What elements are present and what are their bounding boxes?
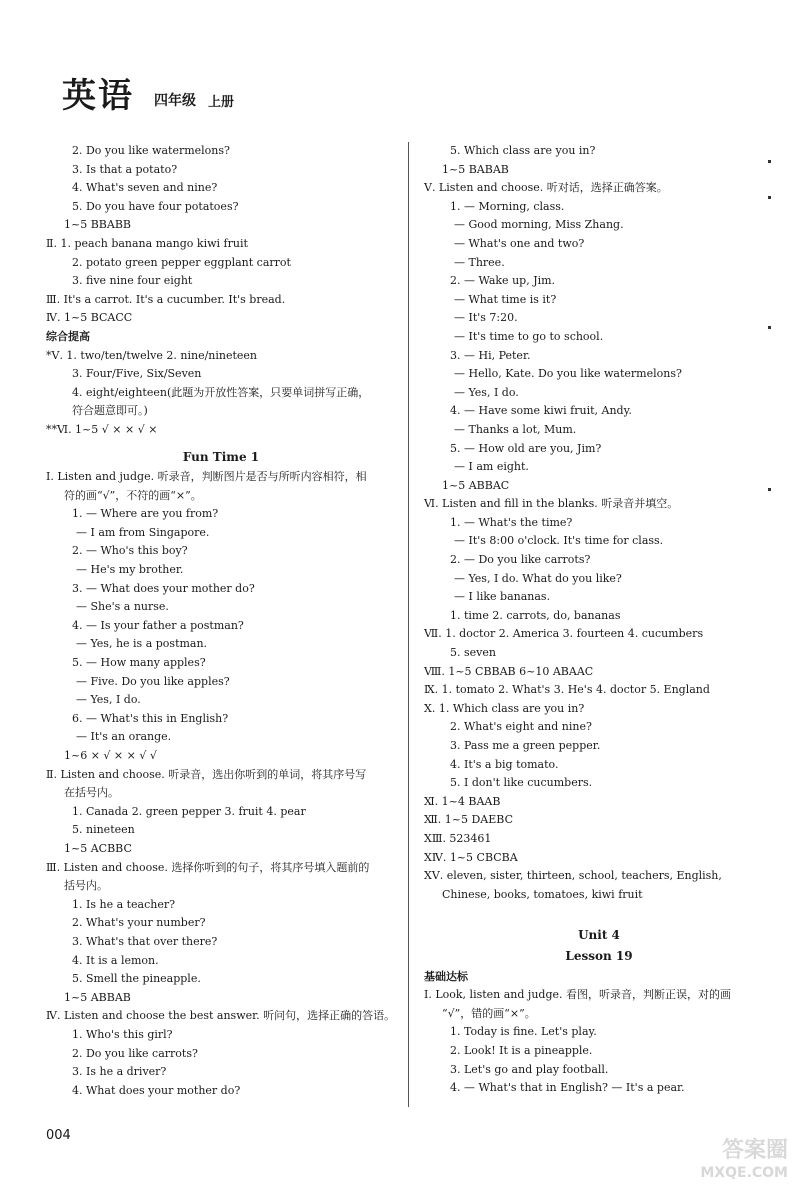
text-line: 4. — What's that in English? — It's a pear. bbox=[450, 1081, 685, 1095]
text-line: Ⅰ. Listen and judge. 听录音，判断图片是否与所听内容相符，相 bbox=[46, 470, 367, 484]
text-line: 1. — Morning, class. bbox=[450, 199, 565, 213]
volume-label: 上册 bbox=[208, 95, 235, 110]
text-line: 5. seven bbox=[450, 646, 496, 660]
text-line: 4. It's a big tomato. bbox=[450, 757, 559, 771]
text-line: 3. Let's go and play football. bbox=[450, 1062, 609, 1076]
text-line: 2. Do you like watermelons? bbox=[72, 144, 230, 157]
text-line: 2. What's your number? bbox=[72, 916, 206, 930]
text-line: 3. Pass me a green pepper. bbox=[450, 739, 601, 752]
text-line: — It's an orange. bbox=[76, 730, 172, 744]
text-line: ⅩⅢ. 523461 bbox=[424, 831, 492, 845]
text-line: — What time is it? bbox=[454, 292, 557, 306]
text-line: — Thanks a lot, Mum. bbox=[454, 422, 577, 436]
text-line: 符合题意即可。) bbox=[72, 404, 148, 418]
page-number: 004 bbox=[46, 1128, 71, 1143]
lesson-title: Lesson 19 bbox=[565, 948, 633, 963]
watermark-url: MXQE.COM bbox=[700, 1165, 788, 1181]
text-line: ⅩⅤ. eleven, sister, thirteen, school, teachers, English, bbox=[424, 869, 722, 883]
text-line: 5. — How many apples? bbox=[72, 656, 206, 670]
text-line: 4. What's seven and nine? bbox=[72, 181, 218, 195]
text-line: 2. potato green pepper eggplant carrot bbox=[72, 255, 291, 269]
text-line: “√”，错的画“×”。 bbox=[442, 1006, 536, 1020]
text-line: — He's my brother. bbox=[76, 563, 184, 577]
text-line: — It's 8:00 o'clock. It's time for class. bbox=[454, 534, 664, 548]
text-line: — I like bananas. bbox=[454, 590, 551, 604]
text-line: — Five. Do you like apples? bbox=[76, 674, 230, 688]
text-line: 2. — Who's this boy? bbox=[72, 544, 188, 558]
text-line: — What's one and two? bbox=[454, 236, 585, 250]
text-line: 2. Look! It is a pineapple. bbox=[450, 1043, 593, 1057]
text-line: 在括号内。 bbox=[64, 786, 119, 800]
text-line: **Ⅵ. 1~5 √ × × √ × bbox=[46, 422, 158, 436]
text-line: Ⅷ. 1~5 CBBAB 6~10 ABAAC bbox=[424, 664, 594, 678]
text-line: 5. nineteen bbox=[72, 823, 135, 837]
subsection-heading: 基础达标 bbox=[424, 969, 468, 983]
text-line: — Yes, I do. bbox=[454, 385, 519, 399]
text-line: Ⅱ. Listen and choose. 听录音，选出你听到的单词，将其序号写 bbox=[46, 767, 367, 781]
text-line: 1. — Where are you from? bbox=[72, 507, 219, 521]
text-line: 符的画“√”，不符的画“×”。 bbox=[64, 488, 202, 502]
watermark bbox=[700, 1140, 788, 1184]
text-line: 5. Smell the pineapple. bbox=[72, 972, 201, 986]
text-line: 1. Canada 2. green pepper 3. fruit 4. pear bbox=[72, 804, 306, 818]
text-line: Ⅲ. Listen and choose. 选择你听到的句子，将其序号填入题前的 bbox=[46, 860, 370, 874]
text-line: 1~5 BABAB bbox=[442, 162, 509, 176]
text-line: Ⅴ. Listen and choose. 听对话，选择正确答案。 bbox=[424, 181, 668, 195]
text-line: Ⅹ. 1. Which class are you in? bbox=[424, 701, 585, 715]
text-line: — She's a nurse. bbox=[76, 600, 169, 614]
text-line: 2. — Wake up, Jim. bbox=[450, 274, 556, 288]
text-line: 3. five nine four eight bbox=[72, 274, 193, 288]
text-line: Ⅰ. Look, listen and judge. 看图，听录音，判断正误，对的画 bbox=[424, 988, 731, 1002]
watermark-text: 答案圈 bbox=[721, 1138, 788, 1163]
text-line: — Yes, I do. bbox=[76, 693, 141, 707]
column-divider bbox=[408, 142, 409, 1107]
text-line: ⅩⅣ. 1~5 CBCBA bbox=[424, 850, 518, 864]
text-line: 1. Today is fine. Let's play. bbox=[450, 1025, 597, 1039]
text-line: — Yes, I do. What do you like? bbox=[454, 571, 622, 585]
text-line: 1~5 ACBBC bbox=[64, 841, 132, 855]
spacer bbox=[424, 904, 774, 918]
text-line: 括号内。 bbox=[64, 879, 108, 893]
text-line: Ⅺ. 1~4 BAAB bbox=[424, 794, 501, 808]
text-line: 1~5 ABBAC bbox=[442, 478, 510, 492]
text-line: 5. I don't like cucumbers. bbox=[450, 776, 593, 790]
right-column bbox=[424, 142, 774, 1098]
text-line: 4. It is a lemon. bbox=[72, 953, 159, 967]
text-line: 4. eight/eighteen(此题为开放性答案，只要单词拼写正确， bbox=[72, 385, 370, 399]
text-line: 6. — What's this in English? bbox=[72, 711, 229, 725]
text-line: — It's 7:20. bbox=[454, 311, 518, 325]
text-line: — I am eight. bbox=[454, 460, 529, 474]
text-line: Ⅵ. Listen and fill in the blanks. 听录音并填空。 bbox=[424, 497, 679, 511]
text-line: 4. What does your mother do? bbox=[72, 1083, 241, 1097]
text-line: 3. — Hi, Peter. bbox=[450, 348, 531, 362]
text-line: — I am from Singapore. bbox=[76, 525, 210, 539]
text-line: 2. What's eight and nine? bbox=[450, 720, 592, 734]
text-line: 5. Do you have four potatoes? bbox=[72, 199, 239, 213]
text-line: 1~6 × √ × × √ √ bbox=[64, 749, 157, 762]
section-title: Fun Time 1 bbox=[182, 449, 260, 464]
text-line: 4. — Is your father a postman? bbox=[72, 618, 244, 632]
text-line: 2. — Do you like carrots? bbox=[450, 553, 591, 567]
grade-label: 四年级 bbox=[154, 93, 196, 109]
margin-mark bbox=[768, 488, 771, 491]
text-line: — Hello, Kate. Do you like watermelons? bbox=[454, 367, 682, 381]
text-line: 3. — What does your mother do? bbox=[72, 581, 255, 595]
text-line: 3. Four/Five, Six/Seven bbox=[72, 367, 202, 381]
text-line: 2. Do you like carrots? bbox=[72, 1046, 198, 1060]
text-line: 5. — How old are you, Jim? bbox=[450, 441, 602, 455]
text-line: Ⅳ. 1~5 BCACC bbox=[46, 311, 133, 325]
text-line: Chinese, books, tomatoes, kiwi fruit bbox=[442, 887, 643, 901]
text-line: 3. What's that over there? bbox=[72, 934, 218, 948]
text-line: Ⅳ. Listen and choose the best answer. 听问句，选择正确的答语。 bbox=[46, 1009, 396, 1023]
text-line: 3. Is that a potato? bbox=[72, 162, 178, 176]
text-line: *Ⅴ. 1. two/ten/twelve 2. nine/nineteen bbox=[46, 348, 258, 362]
text-line: 5. Which class are you in? bbox=[450, 144, 596, 157]
text-line: Ⅻ. 1~5 DAEBC bbox=[424, 813, 513, 827]
text-line: Ⅲ. It's a carrot. It's a cucumber. It's bread. bbox=[46, 292, 286, 306]
text-line: — Yes, he is a postman. bbox=[76, 637, 208, 651]
text-line: 3. Is he a driver? bbox=[72, 1065, 167, 1079]
text-line: — Three. bbox=[454, 255, 505, 269]
text-line: — Good morning, Miss Zhang. bbox=[454, 218, 624, 232]
page-header bbox=[62, 72, 234, 116]
text-line: 1. — What's the time? bbox=[450, 515, 573, 529]
text-line: 1. Is he a teacher? bbox=[72, 897, 176, 911]
text-line: 1~5 ABBAB bbox=[64, 990, 131, 1004]
text-line: 1~5 BBABB bbox=[64, 218, 131, 232]
margin-mark bbox=[768, 160, 771, 163]
text-line: Ⅱ. 1. peach banana mango kiwi fruit bbox=[46, 236, 248, 250]
section-title: Unit 4 bbox=[578, 928, 620, 943]
text-line: 1. Who's this girl? bbox=[72, 1027, 173, 1041]
text-line: 1. time 2. carrots, do, bananas bbox=[450, 608, 621, 622]
text-line: Ⅸ. 1. tomato 2. What's 3. He's 4. doctor 5. England bbox=[424, 683, 710, 697]
left-column bbox=[46, 142, 396, 1100]
text-line: — It's time to go to school. bbox=[454, 329, 604, 343]
text-line: 4. — Have some kiwi fruit, Andy. bbox=[450, 404, 632, 418]
subsection-heading: 综合提高 bbox=[46, 329, 90, 343]
margin-mark bbox=[768, 326, 771, 329]
margin-mark bbox=[768, 196, 771, 199]
subject-title: 英语 bbox=[62, 76, 134, 116]
text-line: Ⅶ. 1. doctor 2. America 3. fourteen 4. cucumbers bbox=[424, 627, 704, 641]
